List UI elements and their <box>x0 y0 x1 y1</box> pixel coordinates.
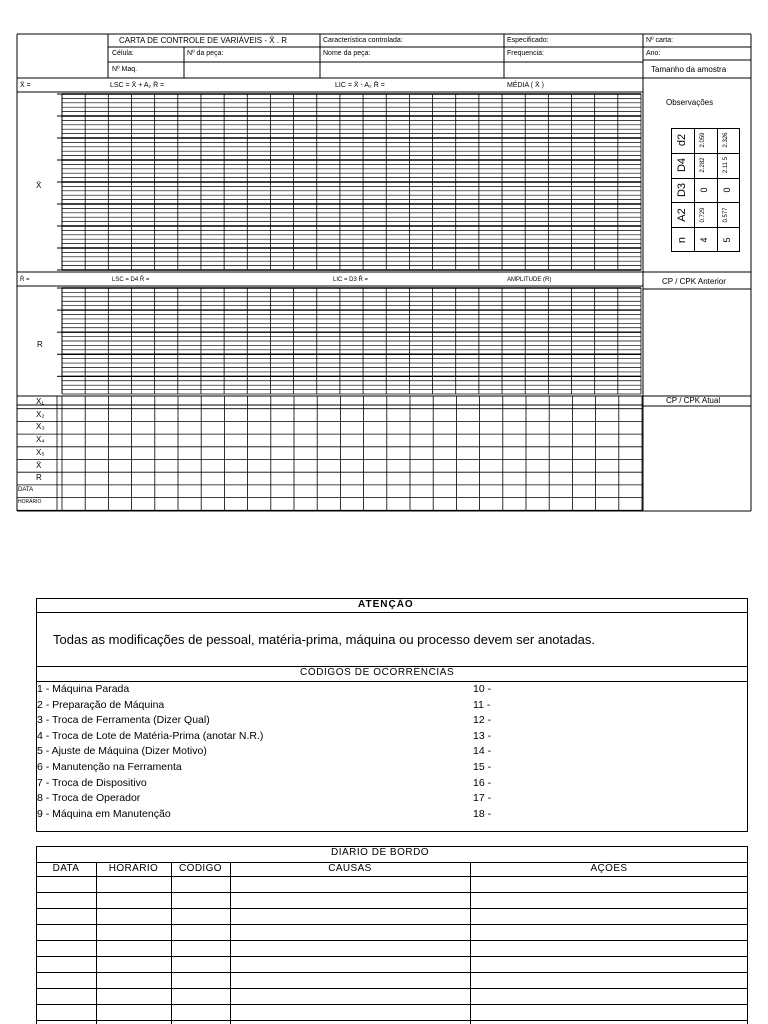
xbar-lic-label: LIC = X̄ - A₂ R̄ = <box>335 82 385 89</box>
diario-row-line <box>36 1004 748 1005</box>
xbar-equals-label: X̄ = <box>20 82 31 89</box>
constants-cell: 0 <box>721 187 732 193</box>
tamanho-amostra-label: Tamanho da amostra <box>651 65 727 74</box>
occurrence-code: 5 - Ajuste de Máquina (Dizer Motivo) <box>37 745 207 758</box>
constants-cell: d2 <box>675 134 688 147</box>
constants-cell: 0.577 <box>722 207 729 223</box>
occurrence-code: 9 - Máquina em Manutenção <box>37 807 171 820</box>
diario-row-line <box>36 924 748 925</box>
constants-cell: n <box>675 236 688 243</box>
sample-row-label: X̄ <box>36 460 42 470</box>
diario-row-line <box>36 972 748 973</box>
r-lic-label: LIC = D3 R̄ = <box>333 277 369 283</box>
occurrence-code-blank: 15 - <box>473 761 492 773</box>
occurrence-code-blank: 17 - <box>473 792 492 805</box>
r-lsc-label: LSC = D4 R̄ = <box>112 277 150 283</box>
n-peca-label: Nº da peça: <box>187 50 224 57</box>
sample-row-label: X₅ <box>36 447 45 457</box>
nome-peca-label: Nome da peça: <box>323 50 371 57</box>
diario-col-line <box>171 862 172 1024</box>
diario-column-header: CÓDIGO <box>179 863 222 874</box>
diario-column-header: DATA <box>52 863 80 874</box>
diario-row-line <box>36 908 748 909</box>
xbar-lsc-label: LSC = X̄ + A₂ R̄ = <box>110 82 165 89</box>
sample-row-label: X₃ <box>36 422 45 432</box>
especificado-label: Especificado: <box>507 37 549 44</box>
ano-label: Ano: <box>646 50 661 57</box>
constants-cell: D4 <box>675 158 688 173</box>
constants-col-line <box>694 128 695 252</box>
attention-divider-3 <box>36 681 748 682</box>
r-axis-label: R <box>37 340 43 349</box>
occurrence-code-blank: 14 - <box>473 745 492 758</box>
constants-cell: 2.326 <box>722 132 729 148</box>
diario-row-line <box>36 956 748 957</box>
frequencia-label: Frequencia: <box>507 50 544 57</box>
diario-col-line <box>230 862 231 1024</box>
cp-anterior-label: CP / CPK Anterior <box>662 277 726 286</box>
diario-col-line <box>96 862 97 1024</box>
diario-title: DIÁRIO DE BORDO <box>331 847 430 858</box>
codes-title: CÓDIGOS DE OCORRÊNCIAS <box>300 667 455 678</box>
occurrence-code: 7 - Troca de Dispositivo <box>37 776 147 789</box>
media-label: MÉDIA ( X̄ ) <box>507 82 544 89</box>
chart-title: CARTA DE CONTROLE DE VARIÁVEIS - X̄ . R <box>119 36 288 45</box>
constants-cell: A2 <box>675 208 688 222</box>
occurrence-code: 4 - Troca de Lote de Matéria-Prima (anotar N.R.) <box>37 729 264 742</box>
constants-cell: D3 <box>675 182 688 198</box>
observacoes-label: Observações <box>666 98 714 107</box>
constants-cell: 2.282 <box>699 157 706 173</box>
sample-row-label: HORÁRIO <box>18 498 42 505</box>
diario-column-header: HORÁRIO <box>108 863 159 874</box>
sample-row-label: X₄ <box>36 435 45 445</box>
cp-atual-label: CP / CPK Atual <box>666 396 721 405</box>
n-maq-label: Nº Maq. <box>112 66 138 73</box>
celula-label: Célula: <box>112 50 134 57</box>
xbar-axis-label: X̄ <box>36 181 42 190</box>
n-carta-label: Nº carta: <box>646 37 674 44</box>
diario-row-line <box>36 1020 748 1021</box>
occurrence-code: 3 - Troca de Ferramenta (Dizer Qual) <box>37 714 210 727</box>
rbar-equals-label: R̄ = <box>20 277 30 283</box>
occurrence-code-blank: 10 - <box>473 683 492 695</box>
amplitude-label: AMPLITUDE (R) <box>507 277 552 283</box>
attention-title: ATENÇÃO <box>358 599 414 610</box>
sample-row-label: X₂ <box>36 409 45 419</box>
occurrence-code: 6 - Manutenção na Ferramenta <box>37 761 182 773</box>
diario-row-line <box>36 988 748 989</box>
diario-column-header: CAUSAS <box>328 863 372 874</box>
attention-divider-1 <box>36 612 748 613</box>
diario-column-header: AÇÕES <box>590 863 628 874</box>
diario-row-line <box>36 940 748 941</box>
sample-row-label: R <box>36 473 42 483</box>
constants-cell: 4 <box>698 237 709 243</box>
occurrence-code-blank: 11 - <box>473 698 491 711</box>
occurrence-code-blank: 16 - <box>473 776 492 789</box>
diario-col-line <box>470 862 471 1024</box>
constants-cell: 2.11 5 <box>722 157 729 174</box>
caracteristica-label: Característica controlada: <box>323 37 403 44</box>
constants-col-line <box>717 128 718 252</box>
sample-row-label: X₁ <box>36 397 45 406</box>
diario-row-line <box>36 892 748 893</box>
sample-row-label: DATA <box>18 486 34 493</box>
occurrence-code-blank: 13 - <box>473 729 492 742</box>
occurrence-code: 2 - Preparação de Máquina <box>37 698 165 711</box>
occurrence-code: 8 - Troca de Operador <box>37 792 141 805</box>
occurrence-code-blank: 12 - <box>473 714 492 727</box>
constants-cell: 2.059 <box>699 132 706 148</box>
diario-row-line <box>36 876 748 877</box>
attention-message: Todas as modificações de pessoal, matéria-prima, máquina ou processo devem ser anotadas. <box>53 632 595 647</box>
constants-cell: 0.729 <box>699 207 706 223</box>
constants-cell: 0 <box>698 187 709 193</box>
occurrence-code: 1 - Máquina Parada <box>37 683 130 695</box>
constants-cell: 5 <box>721 237 732 243</box>
occurrence-code-blank: 18 - <box>473 807 492 820</box>
